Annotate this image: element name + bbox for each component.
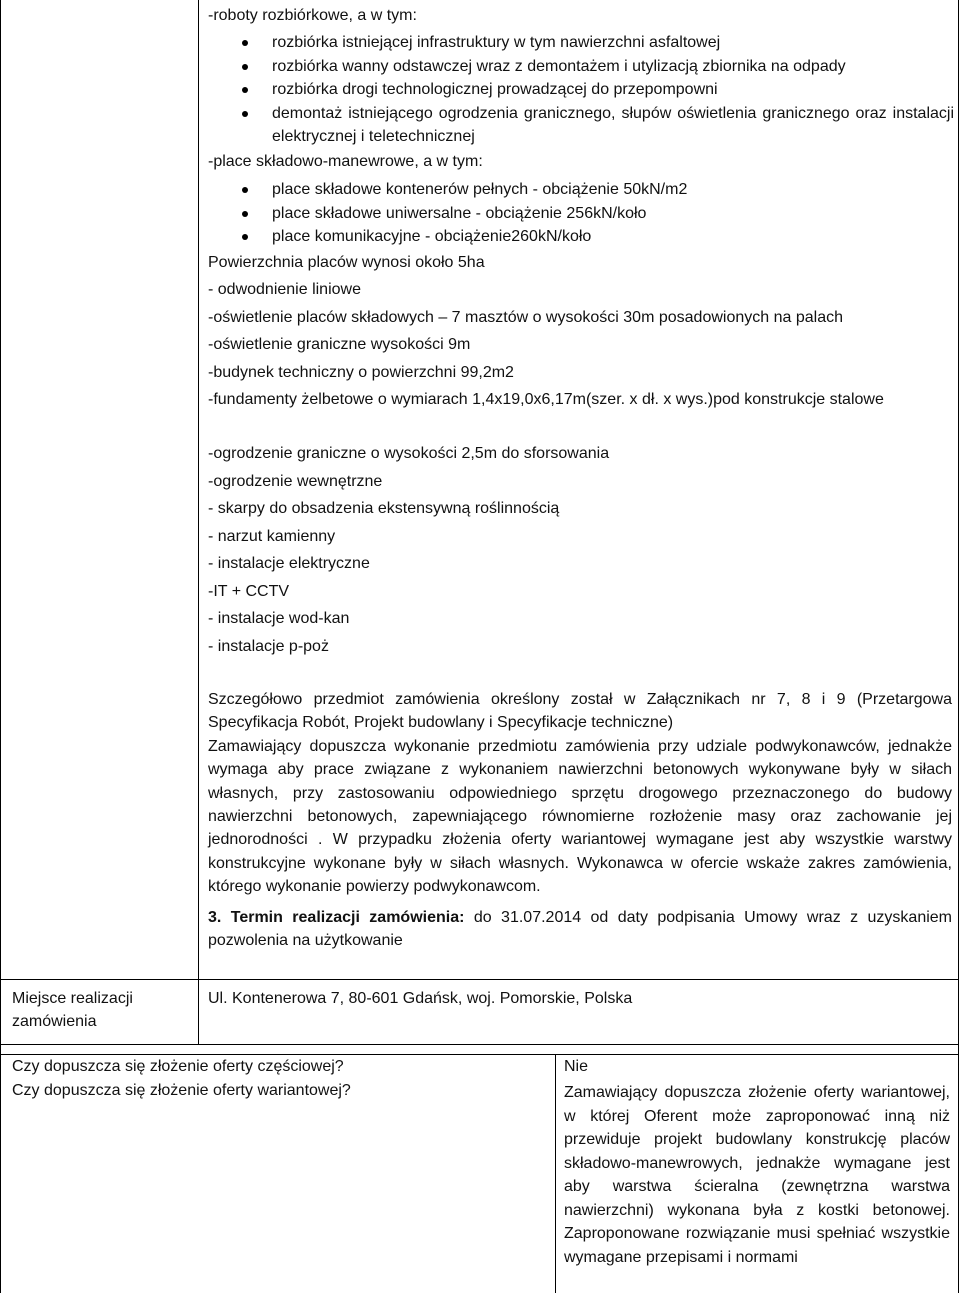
water-sewage-line: - instalacje wod-kan: [208, 610, 350, 627]
bullet-icon: [242, 187, 248, 193]
inner-fence-line: -ogrodzenie wewnętrzne: [208, 473, 383, 490]
list-item: place składowe kontenerów pełnych - obciążenie 50kN/m2: [272, 178, 954, 202]
slopes-line: - skarpy do obsadzenia ekstensywną roślinnością: [208, 500, 560, 517]
list-item: place komunikacyjne - obciążenie260kN/koło: [272, 225, 954, 249]
partial-offer-answer: Nie: [564, 1058, 589, 1075]
list-item: rozbiórka istniejącej infrastruktury w tym nawierzchni asfaltowej: [272, 31, 954, 55]
table-border-right: [958, 0, 959, 1293]
bullet-icon: [242, 111, 248, 117]
bullet-icon: [242, 211, 248, 217]
electrical-line: - instalacje elektryczne: [208, 555, 370, 572]
border-fence-line: -ogrodzenie graniczne o wysokości 2,5m do sforsowania: [208, 445, 610, 462]
variant-offer-question: Czy dopuszcza się złożenie oferty wariantowej?: [12, 1082, 351, 1099]
offers-column-divider: [555, 1054, 556, 1293]
it-cctv-line: -IT + CCTV: [208, 583, 290, 600]
demolition-list: [272, 31, 954, 149]
yards-heading: -place składowo-manewrowe, a w tym:: [208, 153, 483, 170]
foundations-line: -fundamenty żelbetowe o wymiarach 1,4x19,0x6,17m(szer. x dł. x wys.)pod konstrukcje stalowe: [208, 391, 884, 408]
yards-list: [272, 178, 954, 249]
stone-line: - narzut kamienny: [208, 528, 336, 545]
bullet-icon: [242, 87, 248, 93]
details-block: [208, 688, 952, 952]
list-item: demontaż istniejącego ogrodzenia granicznego, słupów oświetlenia granicznego oraz instalacji elektrycznej i teletechnicznej: [272, 102, 954, 149]
drainage-line: - odwodnienie liniowe: [208, 281, 361, 298]
building-line: -budynek techniczny o powierzchni 99,2m2: [208, 364, 514, 381]
variant-offer-answer: Zamawiający dopuszcza złożenie oferty wariantowej, w której Oferent może zaproponować inną niż przewiduje projekt budowlany konstrukcję placów składowo-manewrowych, jednakże wymagane jest aby warstwa ścieralna (zewnętrzna warstwa nawierzchni) wykonana była z kostki betonowej. Zaproponowane rozwiązanie musi spełniać wszystkie wymagane przepisami i normami: [564, 1084, 950, 1266]
location-label: Miejsce realizacji zamówienia: [12, 990, 133, 1030]
row-divider-location-bottom: [0, 1044, 959, 1045]
deadline-label: 3. Termin realizacji zamówienia:: [208, 908, 465, 926]
partial-offer-question: Czy dopuszcza się złożenie oferty częściowej?: [12, 1058, 344, 1075]
deadline-paragraph: [208, 906, 952, 953]
bullet-icon: [242, 234, 248, 240]
demolition-heading: -roboty rozbiórkowe, a w tym:: [208, 7, 417, 24]
bullet-icon: [242, 40, 248, 46]
area-line: Powierzchnia placów wynosi około 5ha: [208, 254, 485, 271]
details-paragraph: Szczegółowo przedmiot zamówienia określony został w Załącznikach nr 7, 8 i 9 (Przetargowa Specyfikacja Robót, Projekt budowlany i Specyfikacje techniczne): [208, 691, 952, 732]
fire-protection-line: - instalacje p-poż: [208, 638, 329, 655]
lighting-yards-line: -oświetlenie placów składowych – 7 masztów o wysokości 30m posadowionych na palach: [208, 309, 843, 326]
list-item: place składowe uniwersalne - obciążenie 256kN/koło: [272, 202, 954, 226]
list-item: rozbiórka drogi technologicznej prowadzącej do przepompowni: [272, 78, 954, 102]
column-divider: [198, 0, 199, 1045]
table-border-left: [0, 0, 1, 1293]
lighting-border-line: -oświetlenie graniczne wysokości 9m: [208, 336, 471, 353]
list-item: rozbiórka wanny odstawczej wraz z demontażem i utylizacją zbiornika na odpady: [272, 55, 954, 79]
location-value: Ul. Kontenerowa 7, 80-601 Gdańsk, woj. Pomorskie, Polska: [208, 990, 633, 1007]
deadline-text: do 31.07.2014 od daty podpisania Umowy wraz z uzyskaniem pozwolenia na użytkowanie: [208, 908, 952, 950]
bullet-icon: [242, 64, 248, 70]
subcontracting-paragraph: Zamawiający dopuszcza wykonanie przedmiotu zamówienia przy udziale podwykonawców, jednakże wymaga aby prace związane z wykonaniem nawierzchni betonowych wykonywane były w siłach własnych, przy zastosowaniu odpowiedniego sprzętu drogowego przeznaczonego do budowy nawierzchni betonowych, zapewniającego równomierne rozłożenie masy oraz zachowanie jej jednorodności . W przypadku złożenia oferty wariantowej wymagane jest aby wszystkie warstwy konstrukcyjne wykonane były w siłach własnych. Wykonawca w ofercie wskaże zakres zamówienia, którego wykonanie powierzy podwykonawcom.: [208, 737, 952, 896]
row-divider-location-top: [0, 979, 959, 980]
